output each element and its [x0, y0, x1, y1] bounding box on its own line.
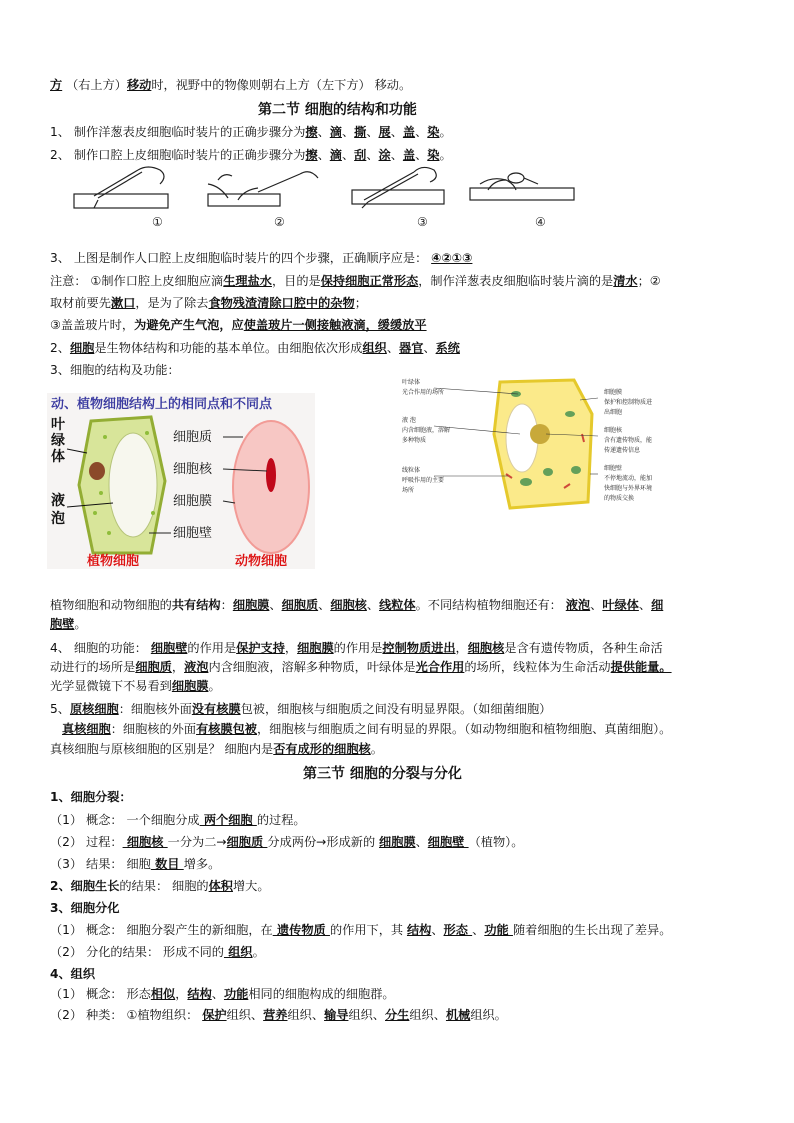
tissue-heading: 4、组织 [50, 967, 96, 981]
r-label-nucleus: 细胞核 [604, 427, 623, 434]
function-line-3: 光学显微镜下不易看到细胞膜。 [50, 679, 221, 693]
division-concept: （1） 概念： 一个细胞分成 两个细胞 的过程。 [50, 813, 306, 827]
division-process: （2） 过程： 细胞核 一分为二→细胞质 分成两份→形成新的 细胞膜、细胞壁 （植物）。 [50, 835, 524, 849]
vacuole-shape [109, 433, 157, 537]
figure-title: 动、植物细胞结构上的相同点和不同点 [51, 397, 273, 412]
step-1-number: ① [152, 215, 163, 229]
function-line-2: 动进行的场所是细胞质，液泡内含细胞液，溶解多种物质，叶绿体是光合作用的场所，线粒体为生命活动提供能量。 [50, 660, 672, 674]
svg-text:保护和控制物质进: 保护和控制物质进 [604, 399, 653, 406]
mouth-steps-line: 2、 制作口腔上皮细胞临时装片的正确步骤分为擦、滴、刮、涂、盖、染。 [50, 148, 452, 162]
svg-text:含有遗传物质，能: 含有遗传物质，能 [604, 437, 653, 444]
svg-text:光合作用的场所: 光合作用的场所 [402, 389, 445, 396]
label-cytoplasm: 细胞质 [173, 430, 213, 445]
prokaryote-line: 5、原核细胞：细胞核外面没有核膜包被，细胞核与细胞质之间没有明显界限。（如细菌细胞） [50, 702, 552, 716]
common-structure-line: 植物细胞和动物细胞的共有结构：细胞膜、细胞质、细胞核、线粒体。不同结构植物细胞还有： 液泡、叶绿体、细 [50, 598, 664, 612]
svg-text:场所: 场所 [402, 487, 415, 494]
section-3-title: 第三节 细胞的分裂与分化 [303, 766, 462, 782]
label-chloroplast-1: 叶 [51, 417, 65, 433]
step-2-number: ② [274, 215, 285, 229]
svg-text:不停地流动，能加: 不停地流动，能加 [604, 475, 653, 482]
svg-text:出细胞: 出细胞 [604, 409, 623, 416]
label-wall: 细胞壁 [173, 526, 213, 541]
svg-text:内含细胞液，溶解: 内含细胞液，溶解 [402, 427, 451, 434]
r-label-membrane: 细胞膜 [604, 389, 623, 396]
svg-text:多种物质: 多种物质 [402, 437, 427, 444]
differentiation-heading: 3、细胞分化 [50, 901, 120, 915]
function-line-1: 4、 细胞的功能： 细胞壁的作用是保护支持，细胞膜的作用是控制物质进出，细胞核是含有遗传物质，各种生命活 [50, 641, 663, 655]
common-structure-line-2: 胞壁。 [50, 617, 87, 631]
animal-nucleus [266, 458, 276, 492]
growth-line: 2、细胞生长的结果： 细胞的体积增大。 [50, 879, 270, 893]
onion-steps-line: 1、 制作洋葱表皮细胞临时装片的正确步骤分为擦、滴、撕、展、盖、染。 [50, 125, 452, 139]
top-line: 方 （右上方）移动时，视野中的物像则朝右上方（左下方） 移动。 [50, 78, 412, 92]
order-question: 3、 上图是制作人口腔上皮细胞临时装片的四个步骤，正确顺序应是： ④②①③ [50, 251, 473, 265]
structure-heading: 3、细胞的结构及功能： [50, 363, 180, 377]
division-result: （3） 结果： 细胞 数目 增多。 [50, 857, 221, 871]
eukaryote-line: 真核细胞：细胞核的外面有核膜包被，细胞核与细胞质之间有明显的界限。（如动物细胞和植物细胞、真菌细胞）。 [62, 722, 672, 736]
svg-text:传递遗传信息: 传递遗传信息 [604, 447, 641, 454]
differentiation-concept: （1） 概念： 细胞分裂产生的新细胞，在 遗传物质 的作用下，其 结构、形态 、功能 随着细胞的生长出现了差异。 [50, 923, 672, 937]
division-heading: 1、细胞分裂： [50, 790, 132, 804]
svg-text:液泡: 液泡 [51, 493, 65, 527]
basic-unit-line: 2、细胞是生物体结构和功能的基本单位。由细胞依次形成组织、器官、系统 [50, 341, 460, 355]
difference-line: 真核细胞与原核细胞的区别是？ 细胞内是否有成形的细胞核。 [50, 742, 383, 756]
label-nucleus: 细胞核 [173, 462, 213, 477]
note-line-1: 注意： ①制作口腔上皮细胞应滴生理盐水，目的是保持细胞正常形态，制作洋葱表皮细胞临时装片滴的是清水；② [50, 274, 661, 288]
svg-text:的物质交换: 的物质交换 [604, 495, 635, 502]
r-label-vacuole: 液 泡 [402, 417, 416, 424]
label-animal-cell: 动物细胞 [235, 554, 288, 569]
slide-steps-illustration [68, 164, 588, 234]
note-line-2: 取材前要先漱口，是为了除去食物残渣清除口腔中的杂物； [50, 296, 367, 310]
step-3-number: ③ [417, 215, 428, 229]
svg-text:呼吸作用的主要: 呼吸作用的主要 [402, 477, 445, 484]
r-label-chloroplast: 叶绿体 [402, 379, 421, 386]
plant-nucleus [89, 462, 105, 480]
svg-text:叶绿体: 叶绿体 [51, 417, 65, 465]
label-vacuole-1: 液 [51, 493, 65, 509]
tissue-types: （2） 种类： ①植物组织： 保护组织、营养组织、输导组织、分生组织、机械组织。 [50, 1008, 507, 1022]
label-plant-cell: 植物细胞 [87, 554, 140, 569]
r-label-wall: 细胞壁 [604, 465, 623, 472]
tissue-concept: （1） 概念： 形态相似，结构、功能相同的细胞构成的细胞群。 [50, 987, 395, 1001]
svg-text:快细胞与外界环境: 快细胞与外界环境 [604, 485, 653, 492]
plant-cell-detail-figure [398, 374, 698, 524]
r-label-mitochondria: 线粒体 [402, 467, 421, 474]
section-2-title: 第二节 细胞的结构和功能 [258, 102, 417, 118]
step-4-number: ④ [535, 215, 546, 229]
differentiation-result: （2） 分化的结果： 形成不同的 组织。 [50, 945, 265, 959]
label-membrane: 细胞膜 [173, 494, 213, 509]
plant-animal-cell-figure [47, 393, 315, 569]
note-line-3: ③盖盖玻片时，为避免产生气泡，应使盖玻片一侧接触液滴，缓缓放平 [50, 318, 427, 332]
